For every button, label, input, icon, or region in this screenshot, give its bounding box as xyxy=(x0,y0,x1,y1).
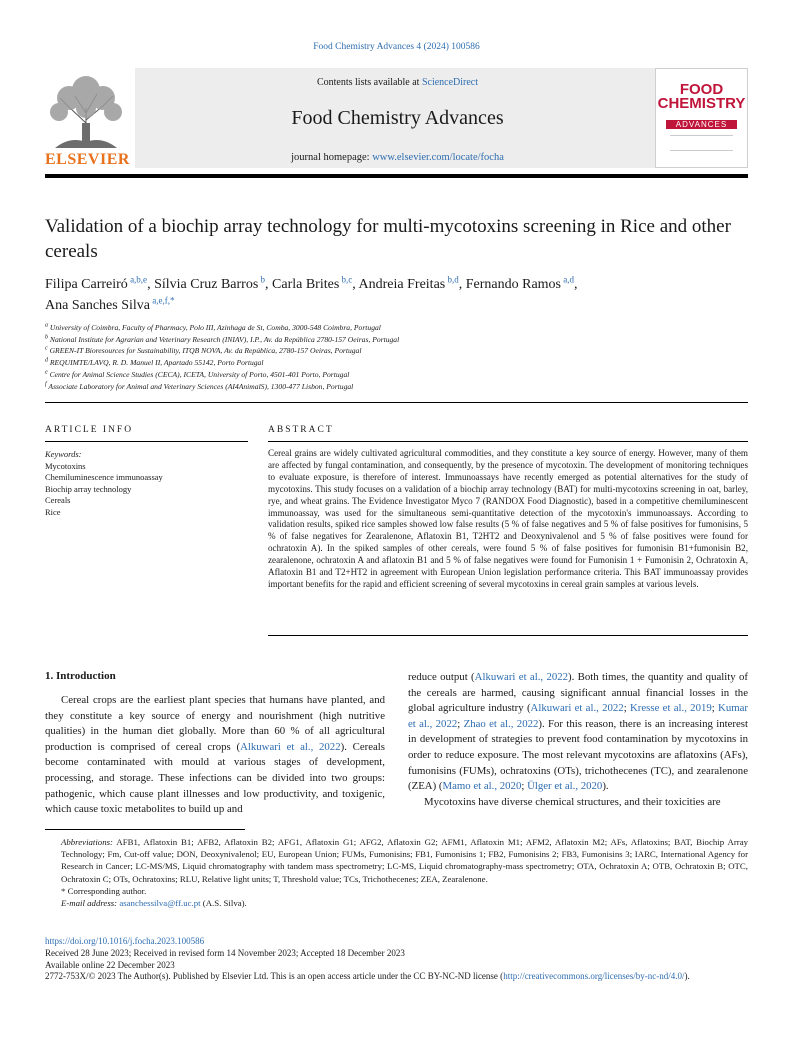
body-column-right xyxy=(408,670,748,810)
affiliation-key: f xyxy=(45,380,47,387)
keyword-item: Chemiluminescence immunoassay xyxy=(45,472,163,483)
email-footnote xyxy=(45,897,748,909)
citation-link[interactable]: Ülger et al., 2020 xyxy=(527,780,603,793)
affiliation-key: e xyxy=(45,369,48,376)
author-affiliation-marks[interactable]: a,e,f,* xyxy=(149,295,175,306)
cover-title-chemistry: CHEMISTRY xyxy=(657,95,746,112)
author-name[interactable]: Andreia Freitas xyxy=(358,277,446,292)
affiliation-text: GREEN-IT Bioresources for Sustainability, ITQB NOVA, Av. da República, 2780-157 Oeiras, Portugal xyxy=(47,346,362,356)
author-list xyxy=(45,274,745,316)
introduction-heading: 1. Introduction xyxy=(45,670,116,682)
email-label: E-mail address: xyxy=(61,898,120,909)
elsevier-wordmark: ELSEVIER xyxy=(45,151,130,168)
affiliation-item xyxy=(45,381,745,393)
homepage-prefix: journal homepage: xyxy=(291,152,373,163)
citation-link[interactable]: Mamo et al., 2020 xyxy=(442,780,522,793)
body-text: ). Both times, the quantity and quality of the cereals are harmed, causing significant annual financial losses in the global agriculture industry ( xyxy=(408,671,748,715)
abbreviations-label: Abbreviations: xyxy=(61,837,113,847)
affiliation-text: Associate Laboratory for Animal and Veterinary Sciences (AI4AnimalS), 1300-477 Lisbon, Portugal xyxy=(46,381,354,391)
affiliation-item xyxy=(45,357,745,369)
author-affiliation-marks[interactable]: a,b,e xyxy=(127,274,148,285)
affiliation-item xyxy=(45,322,745,334)
homepage-line xyxy=(135,152,660,163)
body-text: reduce output ( xyxy=(408,671,475,683)
citation-link[interactable]: Kresse et al., 2019 xyxy=(630,702,712,715)
body-text: ; xyxy=(521,780,528,793)
affiliation-item xyxy=(45,334,745,346)
email-suffix: (A.S. Silva). xyxy=(200,898,247,909)
author-name[interactable]: Filipa Carreiró xyxy=(45,277,128,292)
author-affiliation-marks[interactable]: b,d xyxy=(445,274,459,285)
article-info-rule xyxy=(45,441,248,442)
license-prefix: 2772-753X/© 2023 The Author(s). Published by Elsevier Ltd. This is an open access article under the CC BY-NC-ND license ( xyxy=(45,971,504,982)
author-affiliation-marks[interactable]: b,c xyxy=(339,274,353,285)
article-title: Validation of a biochip array technology for multi-mycotoxins screening in Rice and other cereals xyxy=(45,216,731,262)
received-dates: Received 28 June 2023; Received in revised form 14 November 2023; Accepted 18 December 2023 xyxy=(45,947,405,958)
author-affiliation-marks[interactable]: b xyxy=(258,274,266,285)
author-name[interactable]: Fernando Ramos xyxy=(465,277,561,292)
paragraph xyxy=(45,693,385,818)
elsevier-tree-logo xyxy=(45,68,130,168)
doi-link[interactable]: https://doi.org/10.1016/j.focha.2023.100586 xyxy=(45,936,205,946)
tree-icon xyxy=(45,68,127,150)
author-separator: , xyxy=(458,277,466,292)
corresponding-author-note: * Corresponding author. xyxy=(61,885,147,896)
affiliation-key: b xyxy=(45,334,48,341)
affiliation-text: University of Coimbra, Faculty of Pharmacy, Polo III, Azinhaga de St, Comba, 3000-548 Coimbra, Portugal xyxy=(48,323,381,332)
body-text: ). Cereals become contaminated with mould at various stages of development, processing, and storage. These infections can be divided into two groups: pathogenic, which cause plant illnesses and low productivity, and toxigenic, which cause toxic metabolites to build up and xyxy=(45,740,386,816)
author-name[interactable]: Carla Brites xyxy=(272,277,340,292)
journal-name: Food Chemistry Advances xyxy=(291,107,504,129)
publication-info xyxy=(45,936,748,983)
keyword-item: Mycotoxins xyxy=(45,460,86,471)
title-rule xyxy=(45,402,748,403)
keywords-label: Keywords: xyxy=(45,449,82,459)
abstract-rule xyxy=(268,441,748,442)
paragraph: Mycotoxins have diverse chemical structures, and their toxicities are xyxy=(424,795,721,808)
abbreviations-text: AFB1, Aflatoxin B1; AFB2, Aflatoxin B2; AFG1, Aflatoxin G1; AFG2, Aflatoxin G2; AFM1, Aflatoxin M1; AFM2, Aflatoxin M2; AFs, Aflatoxins; BAT, Biochip Array Technology; Fm, Cut-off value; DON, Deoxynivalenol; EU, European Union; FUMs, Fumonisins; FB1, Fumonisins 1; FB2, Fumonisins 2; FB3, Fumonisins 3; IARC, International Agency for Research in Cancer; LC-MS/MS, Liquid chromatography with tandem mass spectrometry; LC-MS, Liquid chromatography-mass spectrometry; OTA, Ochratoxin A; OTB, Ochratoxin B; OTC, Ochratoxin C; OTs, Ochratoxins; RLU, Relative light units; T, Threshold value; TCs, Trichothecenes; ZEA, Zearalenone. xyxy=(61,837,748,884)
license-suffix: ). xyxy=(684,971,690,982)
citation-link[interactable]: Alkuwari et al., 2022 xyxy=(240,740,341,753)
cover-decoration xyxy=(670,135,733,151)
author-affiliation-marks[interactable]: a,d xyxy=(561,274,574,285)
author-separator: , xyxy=(352,277,359,292)
affiliation-list xyxy=(45,322,745,392)
email-link[interactable]: asanchessilva@ff.uc.pt xyxy=(119,898,201,909)
affiliation-text: REQUIMTE/LAVQ, R. D. Manuel II, Apartado 55142, Porto Portugal xyxy=(48,358,264,368)
journal-title-box xyxy=(135,68,660,168)
affiliation-item xyxy=(45,369,745,381)
footnotes xyxy=(45,836,748,909)
body-text: ; xyxy=(623,702,630,715)
author-separator: , xyxy=(147,277,155,292)
abstract-heading: ABSTRACT xyxy=(268,425,334,435)
online-date: Available online 22 December 2023 xyxy=(45,959,175,970)
license-link[interactable]: http://creativecommons.org/licenses/by-nc-nd/4.0/ xyxy=(503,971,685,982)
author-separator: , xyxy=(574,277,578,292)
keyword-item: Biochip array technology xyxy=(45,483,132,494)
journal-reference-link[interactable]: Food Chemistry Advances 4 (2024) 100586 xyxy=(313,42,480,52)
cover-title-food: FOOD xyxy=(679,81,724,98)
journal-header xyxy=(45,68,748,170)
license-text xyxy=(45,971,748,983)
affiliation-key: a xyxy=(45,322,48,329)
abstract-bottom-rule xyxy=(268,635,748,636)
journal-cover-thumbnail[interactable] xyxy=(655,68,748,168)
contents-line xyxy=(135,77,660,88)
keyword-item: Cereals xyxy=(45,495,71,506)
body-text: ; xyxy=(457,717,464,730)
affiliation-text: National Institute for Agrarian and Veterinary Research (INIAV), I.P., Av. da República 2780-157 Oeiras, Portugal xyxy=(48,334,400,344)
keyword-item: Rice xyxy=(45,506,61,517)
sciencedirect-link[interactable]: ScienceDirect xyxy=(421,77,479,88)
keywords-block xyxy=(45,449,248,519)
article-info-heading: ARTICLE INFO xyxy=(45,425,134,435)
paragraph xyxy=(408,670,748,795)
affiliation-text: Centre for Animal Science Studies (CECA), ICETA, University of Porto, 4501-401 Porto, Portugal xyxy=(47,369,350,379)
contents-prefix: Contents lists available at xyxy=(316,77,422,88)
cover-title xyxy=(656,83,747,111)
footnote-rule xyxy=(45,829,245,830)
citation-link[interactable]: Zhao et al., 2022 xyxy=(463,717,539,730)
affiliation-key: c xyxy=(45,345,48,352)
body-text: Cereal crops are the earliest plant species that humans have planted, and they constitute a key source of energy and nourishment (high nutritive qualities) in the human diet globally. More than 60 % of all agricultural production is comprised of cereal crops ( xyxy=(45,694,385,753)
citation-link[interactable]: Alkuwari et al., 2022 xyxy=(530,702,624,715)
citation-link[interactable]: Alkuwari et al., 2022 xyxy=(474,671,569,683)
author-name[interactable]: Sílvia Cruz Barros xyxy=(154,277,259,292)
body-column-left xyxy=(45,693,385,818)
affiliation-item xyxy=(45,345,745,357)
abstract-text: Cereal grains are widely cultivated agricultural commodities, and they constitute a key source of energy. However, many of them are affected by fungal contamination, and consequently, by the presence of mycotoxin. The development of monitoring techniques to evaluate exposure, is therefore of interest. Immunoassays have recently emerged as potential alternatives for the study of mycotoxins. This study focuses on a validation of a biochip array technology (BAT) for multi-mycotoxins screening in oat, barley, rye, and wheat grains. The Evidence Investigator Myco 7 (RANDOX Food Diagnostic), based in a competitive chemiluminescent immunoassay, was used for the simultaneous semi-quantitative detection of the mycotoxin's immunoassays. According to validation results, spiked rice samples showed low false results (5 % of false negatives and 5 % of false positives for fumonisins, 5 % of false negatives for Zearalenone, Aflatoxin B1, T2HT2 and Deoxynivalenol and 5 % of false positives were found for ochratoxin A). In the spiked samples of other cereals, were found 5 % of false positives for fumonisin B1+fumonisin B2, zearalenone, ochratoxin A and aflatoxin B1 and 5 % of false negatives were found for Fumonisin 1 + Fumonisin 2, Ochratoxin A, Aflatoxin B1 and T2+HT2 in agreement with European Union legislation performance criteria. This BAT immunoassay provides important benefits for the rapid and efficient screening of several mycotoxins in cereal grain samples at various levels. xyxy=(268,448,748,589)
body-text: ; xyxy=(711,702,719,715)
cover-subtitle: ADVANCES xyxy=(666,120,737,129)
affiliation-key: d xyxy=(45,357,48,364)
journal-homepage-link[interactable]: www.elsevier.com/locate/focha xyxy=(372,152,504,163)
body-text: ). xyxy=(602,780,609,793)
abbreviations-footnote xyxy=(45,836,748,885)
header-rule xyxy=(45,174,748,178)
author-name[interactable]: Ana Sanches Silva xyxy=(45,298,150,313)
citation-link[interactable]: Kumar et al., 2022 xyxy=(408,702,749,730)
body-text: ). For this reason, there is an increasing interest in development of strategies to prevent food contamination by mycotoxins in order to reduce exposure. The most relevant mycotoxins are aflatoxins (AFs), fumonisins (FUMs), ochratoxins (OTs), trichothecenes (TC), and zearalenone (ZEA) ( xyxy=(408,717,748,793)
author-separator: , xyxy=(265,277,273,292)
